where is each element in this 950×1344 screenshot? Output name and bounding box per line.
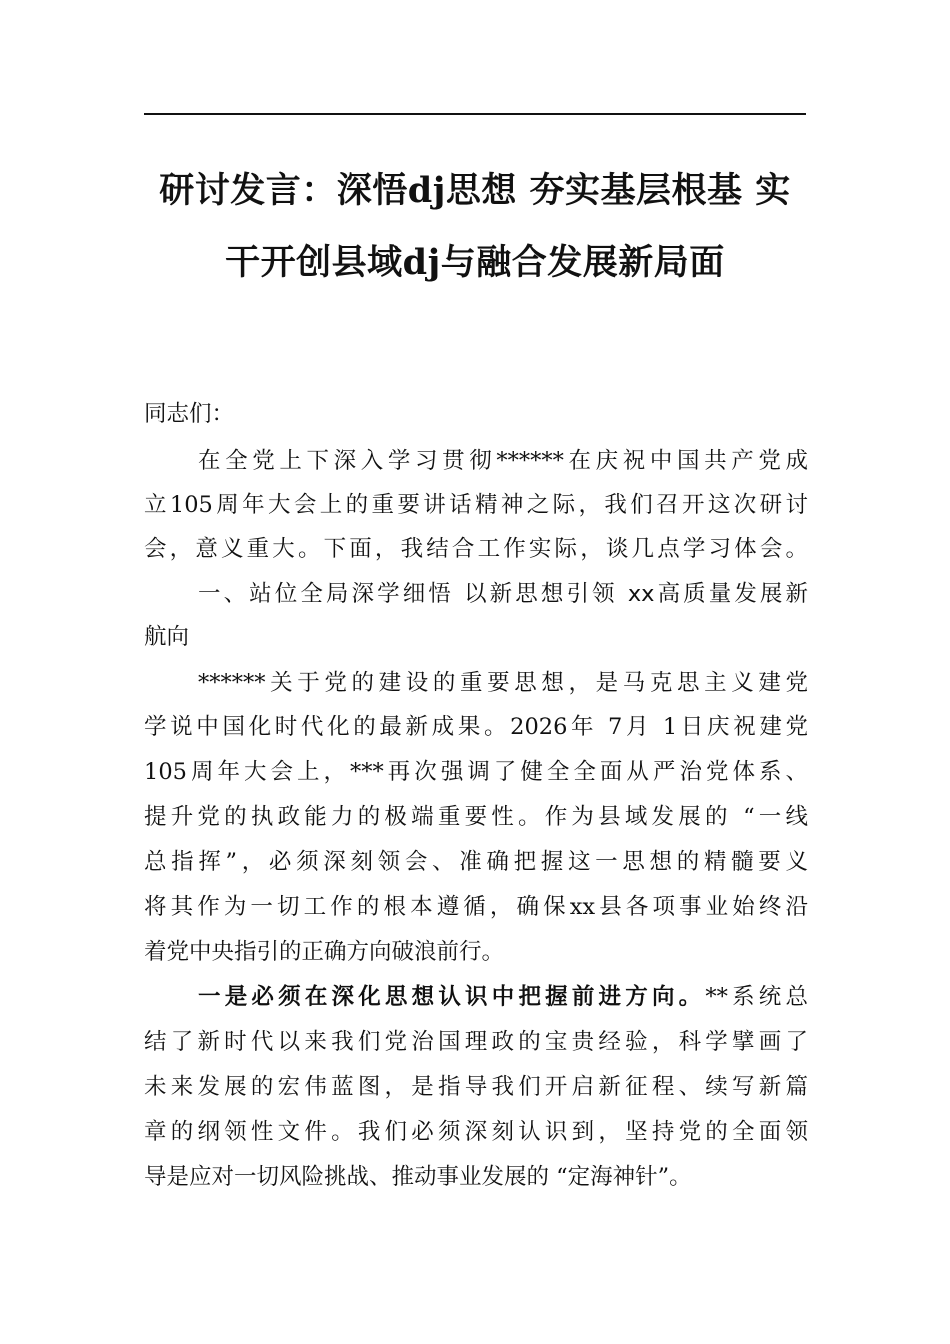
paragraph-3-line-1 (198, 984, 808, 1011)
paragraph-3-line-2: 结了新时代以来我们党治国理政的宝贵经验，科学擘画了 (144, 1029, 808, 1055)
paragraph-2-line-6: 将其作为一切工作的根本遵循，确保xx县各项事业始终沿 (144, 894, 808, 920)
paragraph-1-line-3: 会，意义重大。下面，我结合工作实际，谈几点学习体会。 (144, 536, 808, 562)
paragraph-3-first-rest: **系统总 (705, 984, 808, 1010)
paragraph-2-line-1: ******关于党的建设的重要思想，是马克思主义建党 (198, 670, 808, 696)
paragraph-3-line-4: 章的纲领性文件。我们必须深刻认识到，坚持党的全面领 (144, 1119, 808, 1145)
paragraph-1-line-2: 立105周年大会上的重要讲话精神之际，我们召开这次研讨 (144, 492, 808, 518)
paragraph-2-line-7: 着党中央指引的正确方向破浪前行。 (144, 939, 505, 965)
paragraph-2-line-3: 105周年大会上，***再次强调了健全全面从严治党体系、 (144, 759, 808, 785)
section-heading-1-line-2: 航向 (144, 624, 190, 650)
paragraph-2-line-2: 学说中国化时代化的最新成果。2026年 7月 1日庆祝建党 (144, 714, 808, 740)
document-title-line-2: 干开创县域dj与融合发展新局面 (225, 242, 725, 283)
paragraph-3-lead: 一是必须在深化思想认识中把握前进方向。 (198, 984, 706, 1010)
salutation: 同志们： (144, 401, 235, 427)
paragraph-3-line-3: 未来发展的宏伟蓝图，是指导我们开启新征程、续写新篇 (144, 1074, 808, 1100)
paragraph-3-line-5: 导是应对一切风险挑战、推动事业发展的 “定海神针”。 (144, 1164, 692, 1190)
paragraph-2-line-5: 总指挥”，必须深刻领会、准确把握这一思想的精髓要义 (144, 849, 808, 875)
paragraph-1-line-1: 在全党上下深入学习贯彻******在庆祝中国共产党成 (198, 448, 808, 474)
header-rule (144, 113, 806, 115)
document-title-line-1: 研讨发言：深悟dj思想 夯实基层根基 实 (159, 170, 791, 211)
paragraph-2-line-4: 提升党的执政能力的极端重要性。作为县域发展的 “一线 (144, 804, 808, 830)
section-heading-1-line-1: 一、站位全局深学细悟 以新思想引领 xx高质量发展新 (198, 581, 808, 607)
